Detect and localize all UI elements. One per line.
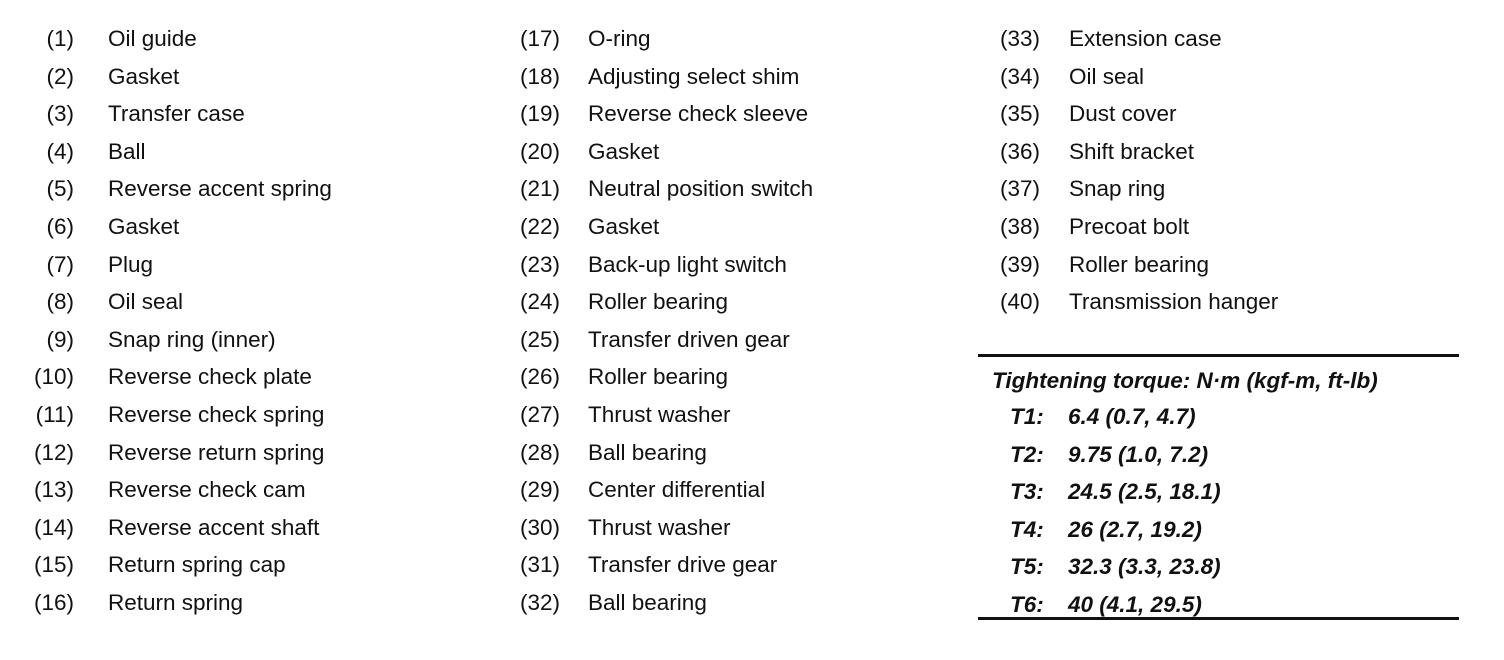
parts-list-item bbox=[510, 133, 950, 171]
part-name: Oil seal bbox=[1069, 63, 1145, 89]
part-name: Reverse check plate bbox=[108, 364, 312, 390]
torque-value: 26 (2.7, 19.2) bbox=[1068, 516, 1202, 542]
torque-code: T2: bbox=[1010, 441, 1044, 467]
part-number: (26) bbox=[519, 364, 560, 390]
part-number-cell bbox=[990, 95, 1040, 133]
tightening-torque-table bbox=[978, 354, 1459, 620]
part-name: Gasket bbox=[108, 63, 180, 89]
part-name: Extension case bbox=[1069, 26, 1222, 51]
parts-list-item bbox=[30, 396, 470, 434]
part-number-cell bbox=[990, 20, 1040, 58]
part-number: (35) bbox=[999, 101, 1040, 127]
parts-list-item bbox=[510, 358, 950, 396]
parts-list-column-2 bbox=[510, 20, 950, 622]
part-number-cell bbox=[30, 170, 74, 208]
part-number: (15) bbox=[33, 552, 74, 578]
part-number-cell bbox=[990, 283, 1040, 321]
part-name: Reverse accent shaft bbox=[108, 514, 320, 540]
part-number-cell bbox=[30, 434, 74, 472]
part-number: (40) bbox=[999, 289, 1040, 315]
parts-list-item bbox=[510, 170, 950, 208]
torque-value: 32.3 (3.3, 23.8) bbox=[1068, 554, 1221, 580]
part-number-cell bbox=[510, 208, 560, 246]
part-name: Snap ring bbox=[1069, 176, 1166, 202]
part-number-cell bbox=[510, 509, 560, 547]
part-number: (10) bbox=[33, 364, 74, 390]
part-name: Oil seal bbox=[108, 289, 184, 315]
part-name: O-ring bbox=[588, 26, 651, 51]
parts-list-item bbox=[30, 434, 470, 472]
part-name: Reverse return spring bbox=[108, 439, 325, 465]
parts-list-item bbox=[990, 58, 1460, 96]
parts-list-item bbox=[30, 509, 470, 547]
part-number-cell bbox=[30, 471, 74, 509]
part-name: Gasket bbox=[588, 213, 660, 239]
part-number-cell bbox=[990, 58, 1040, 96]
part-number: (19) bbox=[519, 101, 560, 127]
part-number: (33) bbox=[999, 26, 1040, 51]
part-number-cell bbox=[510, 321, 560, 359]
parts-list-column-1 bbox=[30, 20, 470, 622]
parts-list-item bbox=[510, 396, 950, 434]
part-number-cell bbox=[990, 133, 1040, 171]
part-number-cell bbox=[510, 434, 560, 472]
part-number-cell bbox=[990, 170, 1040, 208]
parts-list-item bbox=[990, 208, 1460, 246]
part-number-cell bbox=[30, 321, 74, 359]
part-number-cell bbox=[510, 546, 560, 584]
part-name: Dust cover bbox=[1069, 101, 1177, 127]
part-number-cell bbox=[30, 246, 74, 284]
part-name: Roller bearing bbox=[588, 364, 729, 390]
parts-list-item bbox=[510, 471, 950, 509]
parts-list-item bbox=[990, 133, 1460, 171]
parts-list-item bbox=[510, 509, 950, 547]
part-number: (22) bbox=[519, 213, 560, 239]
parts-list-item bbox=[990, 283, 1460, 321]
part-number: (17) bbox=[519, 26, 560, 51]
part-number: (5) bbox=[46, 176, 74, 202]
parts-list-item bbox=[30, 58, 470, 96]
parts-list-item bbox=[510, 321, 950, 359]
parts-list-item bbox=[510, 283, 950, 321]
part-number-cell bbox=[30, 58, 74, 96]
part-name: Back-up light switch bbox=[588, 251, 787, 277]
part-number: (4) bbox=[46, 138, 74, 164]
part-number: (12) bbox=[33, 439, 74, 465]
part-name: Gasket bbox=[588, 138, 660, 164]
part-number-cell bbox=[510, 58, 560, 96]
parts-list-item bbox=[30, 471, 470, 509]
parts-list-item bbox=[510, 20, 950, 58]
torque-code: T6: bbox=[1010, 592, 1044, 617]
part-number: (30) bbox=[519, 514, 560, 540]
part-number-cell bbox=[510, 471, 560, 509]
torque-value: 9.75 (1.0, 7.2) bbox=[1068, 441, 1209, 467]
parts-list-item bbox=[30, 321, 470, 359]
part-number: (14) bbox=[33, 514, 74, 540]
part-name: Transfer driven gear bbox=[588, 326, 790, 352]
part-number: (23) bbox=[519, 251, 560, 277]
part-name: Neutral position switch bbox=[588, 176, 814, 202]
part-name: Thrust washer bbox=[588, 514, 731, 540]
part-number: (7) bbox=[46, 251, 74, 277]
part-number: (27) bbox=[519, 401, 560, 427]
parts-list-item bbox=[990, 20, 1460, 58]
part-number-cell bbox=[510, 246, 560, 284]
part-number-cell bbox=[30, 133, 74, 171]
part-number: (31) bbox=[519, 552, 560, 578]
parts-list-item bbox=[30, 208, 470, 246]
part-number-cell bbox=[30, 509, 74, 547]
torque-code: T4: bbox=[1010, 516, 1044, 542]
part-name: Reverse accent spring bbox=[108, 176, 332, 202]
part-number-cell bbox=[510, 95, 560, 133]
part-number: (24) bbox=[519, 289, 560, 315]
part-number: (16) bbox=[33, 589, 74, 615]
part-number: (39) bbox=[999, 251, 1040, 277]
part-name: Snap ring (inner) bbox=[108, 326, 276, 352]
part-number-cell bbox=[510, 584, 560, 622]
parts-list-item bbox=[510, 584, 950, 622]
part-number: (9) bbox=[46, 326, 74, 352]
parts-list-item bbox=[30, 246, 470, 284]
part-name: Shift bracket bbox=[1069, 138, 1195, 164]
part-number: (6) bbox=[46, 213, 74, 239]
part-name: Transmission hanger bbox=[1069, 289, 1279, 315]
torque-code: T1: bbox=[1010, 404, 1044, 429]
parts-list-item bbox=[990, 95, 1460, 133]
part-number-cell bbox=[30, 95, 74, 133]
part-name: Adjusting select shim bbox=[588, 63, 800, 89]
torque-code: T3: bbox=[1010, 479, 1044, 505]
parts-list-item bbox=[990, 246, 1460, 284]
part-number: (36) bbox=[999, 138, 1040, 164]
parts-list-item bbox=[30, 133, 470, 171]
part-number-cell bbox=[990, 246, 1040, 284]
parts-list-item bbox=[510, 434, 950, 472]
part-number: (34) bbox=[999, 63, 1040, 89]
parts-list-item bbox=[510, 546, 950, 584]
part-name: Reverse check spring bbox=[108, 401, 325, 427]
part-number-cell bbox=[30, 396, 74, 434]
part-number-cell bbox=[30, 358, 74, 396]
part-number: (18) bbox=[519, 63, 560, 89]
part-number-cell bbox=[30, 208, 74, 246]
part-number-cell bbox=[990, 208, 1040, 246]
part-number-cell bbox=[510, 133, 560, 171]
part-number: (28) bbox=[519, 439, 560, 465]
part-number: (20) bbox=[519, 138, 560, 164]
parts-list-item bbox=[30, 95, 470, 133]
parts-list-column-3 bbox=[990, 20, 1460, 321]
parts-list-item bbox=[510, 208, 950, 246]
part-number-cell bbox=[30, 283, 74, 321]
part-name: Return spring bbox=[108, 589, 244, 615]
part-number-cell bbox=[510, 170, 560, 208]
part-number: (2) bbox=[46, 63, 74, 89]
part-number-cell bbox=[30, 584, 74, 622]
part-name: Roller bearing bbox=[1069, 251, 1210, 277]
parts-list-item bbox=[510, 95, 950, 133]
part-number: (32) bbox=[519, 589, 560, 615]
part-number-cell bbox=[510, 396, 560, 434]
part-number: (21) bbox=[519, 176, 560, 202]
part-name: Transfer drive gear bbox=[588, 552, 778, 578]
part-number-cell bbox=[510, 20, 560, 58]
part-name: Thrust washer bbox=[588, 401, 731, 427]
torque-value: 6.4 (0.7, 4.7) bbox=[1068, 404, 1196, 429]
part-number: (37) bbox=[999, 176, 1040, 202]
torque-code: T5: bbox=[1010, 554, 1044, 580]
part-name: Transfer case bbox=[108, 101, 245, 127]
parts-list-item bbox=[30, 20, 470, 58]
part-number: (8) bbox=[46, 289, 74, 315]
part-name: Reverse check sleeve bbox=[588, 101, 809, 127]
part-name: Plug bbox=[108, 251, 154, 277]
part-number-cell bbox=[510, 358, 560, 396]
part-name: Gasket bbox=[108, 213, 180, 239]
part-name: Return spring cap bbox=[108, 552, 286, 578]
part-number: (38) bbox=[999, 213, 1040, 239]
part-number: (29) bbox=[519, 477, 560, 503]
part-number: (11) bbox=[35, 401, 74, 427]
parts-list-item bbox=[30, 546, 470, 584]
part-number-cell bbox=[30, 546, 74, 584]
part-number: (1) bbox=[46, 26, 74, 51]
part-name: Ball bearing bbox=[588, 589, 707, 615]
part-name: Center differential bbox=[588, 477, 766, 503]
parts-list-item bbox=[30, 170, 470, 208]
parts-list-item bbox=[510, 246, 950, 284]
torque-value: 24.5 (2.5, 18.1) bbox=[1068, 479, 1221, 505]
parts-list-item bbox=[990, 170, 1460, 208]
parts-list-item bbox=[30, 283, 470, 321]
part-name: Roller bearing bbox=[588, 289, 729, 315]
part-name: Reverse check cam bbox=[108, 477, 306, 503]
part-name: Ball bearing bbox=[588, 439, 707, 465]
torque-table-title: Tightening torque: N·m (kgf-m, ft-lb) bbox=[992, 368, 1378, 393]
part-name: Precoat bolt bbox=[1069, 213, 1190, 239]
part-number: (3) bbox=[46, 101, 74, 127]
part-number-cell bbox=[30, 20, 74, 58]
part-number: (13) bbox=[33, 477, 74, 503]
parts-list-item bbox=[30, 358, 470, 396]
parts-list-item bbox=[510, 58, 950, 96]
part-number-cell bbox=[510, 283, 560, 321]
part-name: Ball bbox=[108, 138, 146, 164]
parts-list-item bbox=[30, 584, 470, 622]
torque-value: 40 (4.1, 29.5) bbox=[1068, 592, 1202, 617]
part-number: (25) bbox=[519, 326, 560, 352]
part-name: Oil guide bbox=[108, 26, 197, 51]
